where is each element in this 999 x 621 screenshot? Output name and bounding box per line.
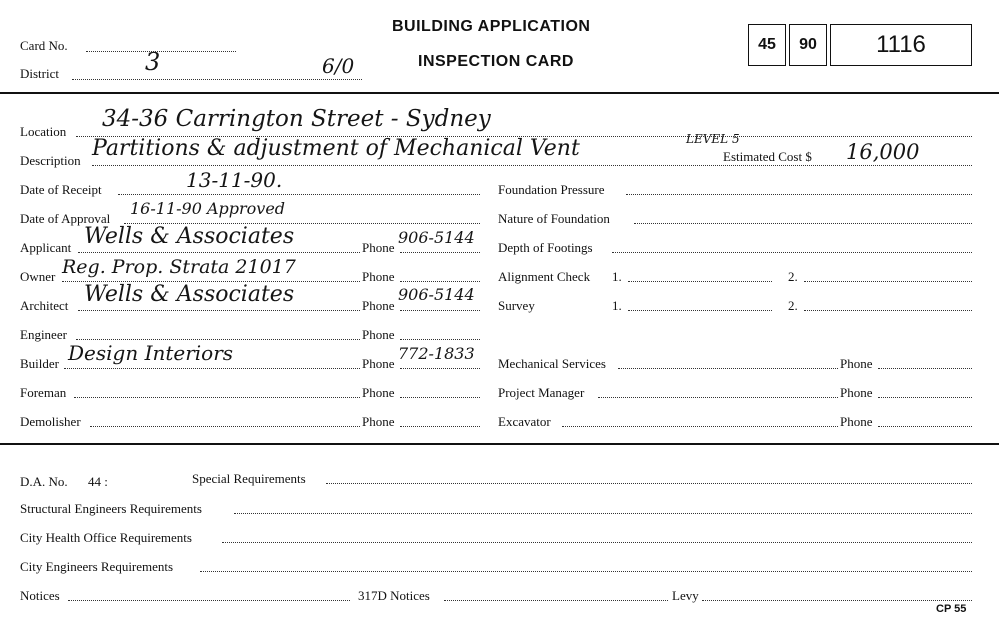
foreman-phone-label: Phone bbox=[362, 385, 395, 400]
notices-label: Notices bbox=[20, 588, 60, 603]
mechanical-phone-line bbox=[878, 368, 972, 369]
foreman-line bbox=[74, 397, 360, 398]
builder-phone-label: Phone bbox=[362, 356, 395, 371]
city-engineers-label: City Engineers Requirements bbox=[20, 559, 174, 574]
builder-label: Builder bbox=[20, 356, 59, 371]
levy-label: Levy bbox=[672, 588, 699, 603]
foreman-phone-line bbox=[400, 397, 480, 398]
ref-value: 6/0 bbox=[322, 54, 355, 78]
district-label: District bbox=[20, 66, 59, 81]
alignment-line-1 bbox=[628, 281, 772, 282]
builder-phone-line bbox=[400, 368, 480, 369]
owner-phone-label: Phone bbox=[362, 269, 395, 284]
location-label: Location bbox=[20, 124, 67, 139]
alignment-line-2 bbox=[804, 281, 972, 282]
survey-num-1: 1. bbox=[612, 298, 622, 313]
builder-phone-value: 772-1833 bbox=[398, 344, 475, 363]
card-no-label: Card No. bbox=[20, 38, 68, 53]
project-manager-label: Project Manager bbox=[498, 385, 585, 400]
engineer-line bbox=[76, 339, 360, 340]
owner-label: Owner bbox=[20, 269, 56, 284]
special-requirements-line bbox=[326, 483, 972, 484]
builder-value: Design Interiors bbox=[68, 341, 234, 365]
architect-phone-line bbox=[400, 310, 480, 311]
description-line bbox=[92, 165, 972, 166]
foundation-pressure-line bbox=[626, 194, 972, 195]
owner-value: Reg. Prop. Strata 21017 bbox=[62, 256, 296, 278]
survey-line-1 bbox=[628, 310, 772, 311]
description-value: Partitions & adjustment of Mechanical Vent bbox=[92, 136, 580, 161]
receipt-value: 13-11-90. bbox=[186, 168, 283, 192]
structural-label: Structural Engineers Requirements bbox=[20, 501, 202, 516]
architect-label: Architect bbox=[20, 298, 69, 313]
demolisher-phone-label: Phone bbox=[362, 414, 395, 429]
architect-phone-label: Phone bbox=[362, 298, 395, 313]
middle-rule bbox=[0, 443, 999, 445]
architect-line bbox=[78, 310, 360, 311]
excavator-label: Excavator bbox=[498, 414, 551, 429]
depth-of-footings-label: Depth of Footings bbox=[498, 240, 593, 255]
health-label: City Health Office Requirements bbox=[20, 530, 192, 545]
da-no-value: 44 : bbox=[88, 474, 108, 489]
architect-value: Wells & Associates bbox=[84, 282, 295, 307]
approval-value: 16-11-90 Approved bbox=[130, 199, 286, 218]
notices-line bbox=[68, 600, 350, 601]
architect-phone-value: 906-5144 bbox=[398, 285, 475, 304]
survey-num-2: 2. bbox=[788, 298, 798, 313]
mechanical-services-label: Mechanical Services bbox=[498, 356, 606, 371]
district-value: 3 bbox=[145, 48, 161, 76]
title-line-1: BUILDING APPLICATION bbox=[392, 18, 591, 35]
engineer-label: Engineer bbox=[20, 327, 67, 342]
description-label: Description bbox=[20, 153, 81, 168]
mechanical-phone-label: Phone bbox=[840, 356, 873, 371]
builder-line bbox=[64, 368, 360, 369]
card-box-c: 1116 bbox=[830, 24, 972, 66]
card-box-b: 90 bbox=[789, 24, 827, 66]
form-code: CP 55 bbox=[936, 603, 967, 615]
alignment-num-1: 1. bbox=[612, 269, 622, 284]
nature-of-foundation-line bbox=[634, 223, 972, 224]
city-engineers-line bbox=[200, 571, 972, 572]
engineer-phone-line bbox=[400, 339, 480, 340]
foreman-label: Foreman bbox=[20, 385, 67, 400]
engineer-phone-label: Phone bbox=[362, 327, 395, 342]
estimated-cost-value: 16,000 bbox=[846, 140, 920, 164]
da-no-label: D.A. No. bbox=[20, 474, 68, 489]
applicant-line bbox=[78, 252, 360, 253]
project-manager-phone-label: Phone bbox=[840, 385, 873, 400]
alignment-num-2: 2. bbox=[788, 269, 798, 284]
demolisher-phone-line bbox=[400, 426, 480, 427]
nature-of-foundation-label: Nature of Foundation bbox=[498, 211, 610, 226]
demolisher-line bbox=[90, 426, 360, 427]
survey-line-2 bbox=[804, 310, 972, 311]
excavator-phone-label: Phone bbox=[840, 414, 873, 429]
project-manager-phone-line bbox=[878, 397, 972, 398]
notices-317d-label: 317D Notices bbox=[358, 588, 430, 603]
demolisher-label: Demolisher bbox=[20, 414, 81, 429]
excavator-line bbox=[562, 426, 838, 427]
notices-317d-line bbox=[444, 600, 668, 601]
special-requirements-label: Special Requirements bbox=[192, 471, 306, 486]
receipt-label: Date of Receipt bbox=[20, 182, 102, 197]
depth-of-footings-line bbox=[612, 252, 972, 253]
alignment-check-label: Alignment Check bbox=[498, 269, 591, 284]
applicant-phone-line bbox=[400, 252, 480, 253]
district-line bbox=[72, 79, 362, 80]
health-line bbox=[222, 542, 972, 543]
applicant-label: Applicant bbox=[20, 240, 72, 255]
estimated-cost-label: Estimated Cost $ bbox=[723, 149, 812, 164]
description-note: LEVEL 5 bbox=[686, 132, 740, 146]
foundation-pressure-label: Foundation Pressure bbox=[498, 182, 605, 197]
structural-line bbox=[234, 513, 972, 514]
excavator-phone-line bbox=[878, 426, 972, 427]
card-box-a: 45 bbox=[748, 24, 786, 66]
applicant-phone-value: 906-5144 bbox=[398, 228, 475, 247]
receipt-line bbox=[118, 194, 480, 195]
card-no-line bbox=[86, 51, 236, 52]
applicant-value: Wells & Associates bbox=[84, 224, 295, 249]
header-rule bbox=[0, 92, 999, 94]
mechanical-services-line bbox=[618, 368, 838, 369]
survey-label: Survey bbox=[498, 298, 535, 313]
applicant-phone-label: Phone bbox=[362, 240, 395, 255]
title-line-2: INSPECTION CARD bbox=[418, 53, 574, 70]
location-value: 34-36 Carrington Street - Sydney bbox=[102, 106, 491, 132]
project-manager-line bbox=[598, 397, 838, 398]
approval-label: Date of Approval bbox=[20, 211, 111, 226]
owner-phone-line bbox=[400, 281, 480, 282]
levy-line bbox=[702, 600, 972, 601]
